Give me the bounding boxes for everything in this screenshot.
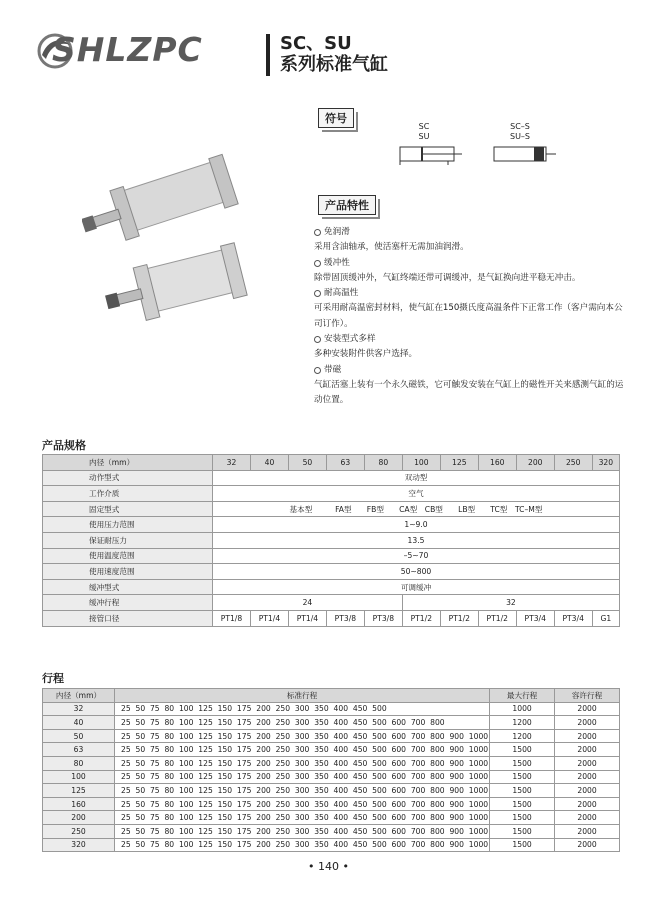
feature-heading [314,225,626,240]
table-row [43,743,620,757]
table-cell: 2000 [555,797,620,811]
table-cell: G1 [592,610,619,626]
table-cell: 内径（mm） [43,455,213,471]
table-cell: 工作介质 [43,486,213,502]
symbol-label: SU–S [509,132,530,141]
table-cell: 2000 [555,784,620,798]
table-cell: PT3/8 [326,610,364,626]
feature-heading-text: 安装型式多样 [324,334,376,345]
table-cell: 可调缓冲 [213,579,620,595]
table-row [43,729,620,743]
table-cell: 1500 [490,824,555,838]
table-cell: PT1/8 [213,610,251,626]
table-cell: 1200 [490,729,555,743]
table-cell: 100 [402,455,440,471]
table-cell: 2000 [555,716,620,730]
table-cell: 320 [592,455,619,471]
table-cell: 最大行程 [490,689,555,703]
table-row [43,610,620,626]
table-cell: 25 50 75 80 100 125 150 175 200 250 300 350 400 450 500 600 700 800 900 1000 [115,756,490,770]
symbol-scs-diagram [490,143,560,165]
table-cell: 固定型式 [43,501,213,517]
table-cell: 2000 [555,838,620,852]
table-cell: 13.5 [213,532,620,548]
stroke-table [42,688,620,852]
table-cell: 1500 [490,770,555,784]
table-cell: 25 50 75 80 100 125 150 175 200 250 300 350 400 450 500 600 700 800 900 1000 [115,743,490,757]
title-divider [266,34,270,76]
table-cell: 200 [43,811,115,825]
table-cell: 1500 [490,756,555,770]
symbol-right-labels [500,122,540,142]
feature-heading [314,332,626,347]
table-cell: PT3/8 [364,610,402,626]
table-cell: 80 [43,756,115,770]
circle-bullet-icon [314,260,321,267]
table-cell: 使用温度范围 [43,548,213,564]
table-cell: 内径（mm） [43,689,115,703]
feature-heading-text: 免润滑 [324,227,350,237]
table-cell: 125 [43,784,115,798]
table-cell: 80 [364,455,402,471]
table-cell: 基本型 FA型 FB型 CA型 CB型 LB型 TC型 TC–M型 [213,501,620,517]
table-cell: 1500 [490,797,555,811]
table-row [43,811,620,825]
table-row [43,784,620,798]
series-line2: 系列标准气缸 [280,54,388,75]
table-cell: 空气 [213,486,620,502]
table-cell: 200 [516,455,554,471]
table-cell: 接管口径 [43,610,213,626]
table-cell: PT1/2 [478,610,516,626]
table-row [43,548,620,564]
table-cell: 2000 [555,702,620,716]
feature-text: 多种安装附件供客户选择。 [314,349,418,360]
table-cell: 40 [43,716,115,730]
table-row [43,517,620,533]
table-cell: PT3/4 [516,610,554,626]
features-list [314,225,626,409]
table-cell: 缓冲行程 [43,595,213,611]
table-row [43,824,620,838]
symbol-title: 符号 [318,108,354,128]
feature-heading [314,363,626,378]
table-cell: 25 50 75 80 100 125 150 175 200 250 300 350 400 450 500 600 700 800 900 1000 [115,797,490,811]
table-cell: 2000 [555,770,620,784]
feature-heading-text: 耐高温性 [324,288,359,299]
table-row [43,532,620,548]
feature-text: 除带固顶缓冲外，气缸终端还带可调缓冲，是气缸换向进平稳无冲击。 [314,272,581,283]
table-cell: –5~70 [213,548,620,564]
table-cell: 25 50 75 80 100 125 150 175 200 250 300 350 400 450 500 600 700 800 900 1000 [115,811,490,825]
stroke-title: 行程 [42,672,64,685]
symbol-label: SU [418,132,430,141]
spec-title: 产品规格 [42,439,86,452]
feature-text: 气缸活塞上装有一个永久磁铁，它可触发安装在气缸上的磁性开关来感测气缸的运动位置。 [314,379,624,406]
table-cell: PT1/4 [288,610,326,626]
symbol-sc-diagram [392,143,462,165]
table-row [43,470,620,486]
table-cell: 24 [213,595,403,611]
table-cell: 2000 [555,729,620,743]
table-cell: 1500 [490,784,555,798]
circle-bullet-icon [314,229,321,236]
table-row [43,770,620,784]
table-row [43,702,620,716]
table-row [43,455,620,471]
symbol-label: SC–S [510,122,530,131]
product-photo [82,148,252,328]
table-cell: 50~800 [213,564,620,580]
table-row [43,486,620,502]
table-cell: 25 50 75 80 100 125 150 175 200 250 300 350 400 450 500 600 700 800 900 1000 [115,838,490,852]
table-cell: 250 [554,455,592,471]
table-cell: 标准行程 [115,689,490,703]
table-cell: 25 50 75 80 100 125 150 175 200 250 300 350 400 450 500 600 700 800 900 1000 [115,770,490,784]
table-cell: 250 [43,824,115,838]
table-row [43,595,620,611]
table-row [43,579,620,595]
spec-table [42,454,620,627]
table-cell: 1~9.0 [213,517,620,533]
symbol-label: SC [418,122,430,131]
series-title [280,33,388,75]
table-cell: 双动型 [213,470,620,486]
table-row [43,501,620,517]
table-cell: 1500 [490,811,555,825]
circle-bullet-icon [314,290,321,297]
series-line1: SC、SU [280,33,352,54]
table-cell: 25 50 75 80 100 125 150 175 200 250 300 350 400 450 500 600 700 800 [115,716,490,730]
table-row [43,838,620,852]
table-row [43,564,620,580]
feature-heading-text: 带磁 [324,364,342,375]
table-cell: 1200 [490,716,555,730]
features-title: 产品特性 [318,195,376,215]
table-cell: 32 [402,595,619,611]
table-cell: 320 [43,838,115,852]
table-cell: 25 50 75 80 100 125 150 175 200 250 300 350 400 450 500 600 700 800 900 1000 [115,784,490,798]
table-cell: 32 [43,702,115,716]
table-row [43,689,620,703]
feature-heading [314,286,626,301]
table-cell: 2000 [555,824,620,838]
table-cell: 63 [326,455,364,471]
table-row [43,716,620,730]
table-cell: 2000 [555,811,620,825]
feature-heading [314,256,626,271]
table-cell: 50 [288,455,326,471]
table-cell: 160 [43,797,115,811]
table-cell: PT1/2 [402,610,440,626]
table-cell: 25 50 75 80 100 125 150 175 200 250 300 350 400 450 500 [115,702,490,716]
circle-bullet-icon [314,336,321,343]
table-cell: 1000 [490,702,555,716]
brand-name: SHLZPC [52,30,203,69]
table-cell: PT1/2 [440,610,478,626]
table-cell: PT1/4 [250,610,288,626]
table-cell: 25 50 75 80 100 125 150 175 200 250 300 350 400 450 500 600 700 800 900 1000 [115,729,490,743]
table-cell: 缓冲型式 [43,579,213,595]
table-cell: 160 [478,455,516,471]
table-cell: 125 [440,455,478,471]
table-cell: 40 [250,455,288,471]
table-cell: 25 50 75 80 100 125 150 175 200 250 300 350 400 450 500 600 700 800 900 1000 [115,824,490,838]
table-cell: 容许行程 [555,689,620,703]
table-cell: 63 [43,743,115,757]
circle-bullet-icon [314,367,321,374]
feature-text: 可采用耐高温密封材料，使气缸在150摄氏度高温条件下正常工作（客户需向本公司订作）。 [314,303,623,329]
page-number: • 140 • [308,860,349,873]
table-cell: 保证耐压力 [43,532,213,548]
table-cell: 使用压力范围 [43,517,213,533]
table-cell: 动作型式 [43,470,213,486]
table-cell: 50 [43,729,115,743]
table-cell: 32 [213,455,251,471]
table-row [43,756,620,770]
feature-text: 采用含油轴承，使活塞杆无需加油润滑。 [314,242,469,253]
feature-heading-text: 缓冲性 [324,257,350,268]
table-cell: 使用速度范围 [43,564,213,580]
table-cell: 2000 [555,756,620,770]
symbol-left-labels [410,122,438,142]
table-cell: 100 [43,770,115,784]
table-cell: 2000 [555,743,620,757]
table-row [43,797,620,811]
table-cell: PT3/4 [554,610,592,626]
table-cell: 1500 [490,743,555,757]
table-cell: 1500 [490,838,555,852]
